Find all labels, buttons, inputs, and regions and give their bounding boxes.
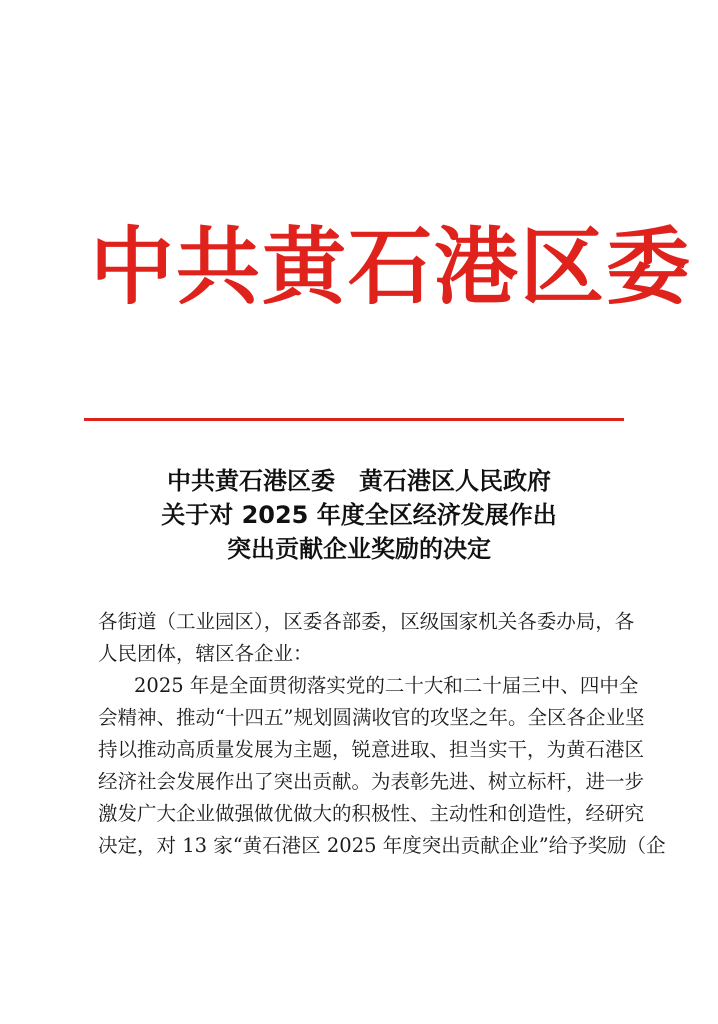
paragraph-line-6: 决定，对 13 家“黄石港区 2025 年度突出贡献企业”给予奖励（企 [98, 834, 666, 857]
title-line-2: 关于对 2025 年度全区经济发展作出 [161, 501, 557, 529]
title-line-3: 突出贡献企业奖励的决定 [227, 535, 491, 563]
paragraph-line-5: 激发广大企业做强做优做大的积极性、主动性和创造性，经研究 [98, 802, 645, 825]
salutation-line-1: 各街道（工业园区），区委各部委，区级国家机关各委办局，各 [98, 610, 635, 633]
paragraph-line-4: 经济社会发展作出了突出贡献。为表彰先进、树立标杆，进一步 [98, 770, 645, 793]
document-title [60, 464, 658, 566]
salutation-line-2: 人民团体，辖区各企业： [98, 642, 313, 665]
title-line-1: 中共黄石港区委 黄石港区人民政府 [167, 467, 551, 495]
paragraph-line-1: 2025 年是全面贯彻落实党的二十大和二十届三中、四中全 [134, 674, 639, 697]
paragraph-line-2: 会精神、推动“十四五”规划圆满收官的攻坚之年。全区各企业坚 [98, 706, 645, 729]
document-body [98, 606, 666, 862]
red-masthead: 中共黄石港区委 [90, 218, 693, 316]
red-divider-line [84, 418, 624, 421]
paragraph-line-3: 持以推动高质量发展为主题，锐意进取、担当实干，为黄石港区 [98, 738, 645, 761]
